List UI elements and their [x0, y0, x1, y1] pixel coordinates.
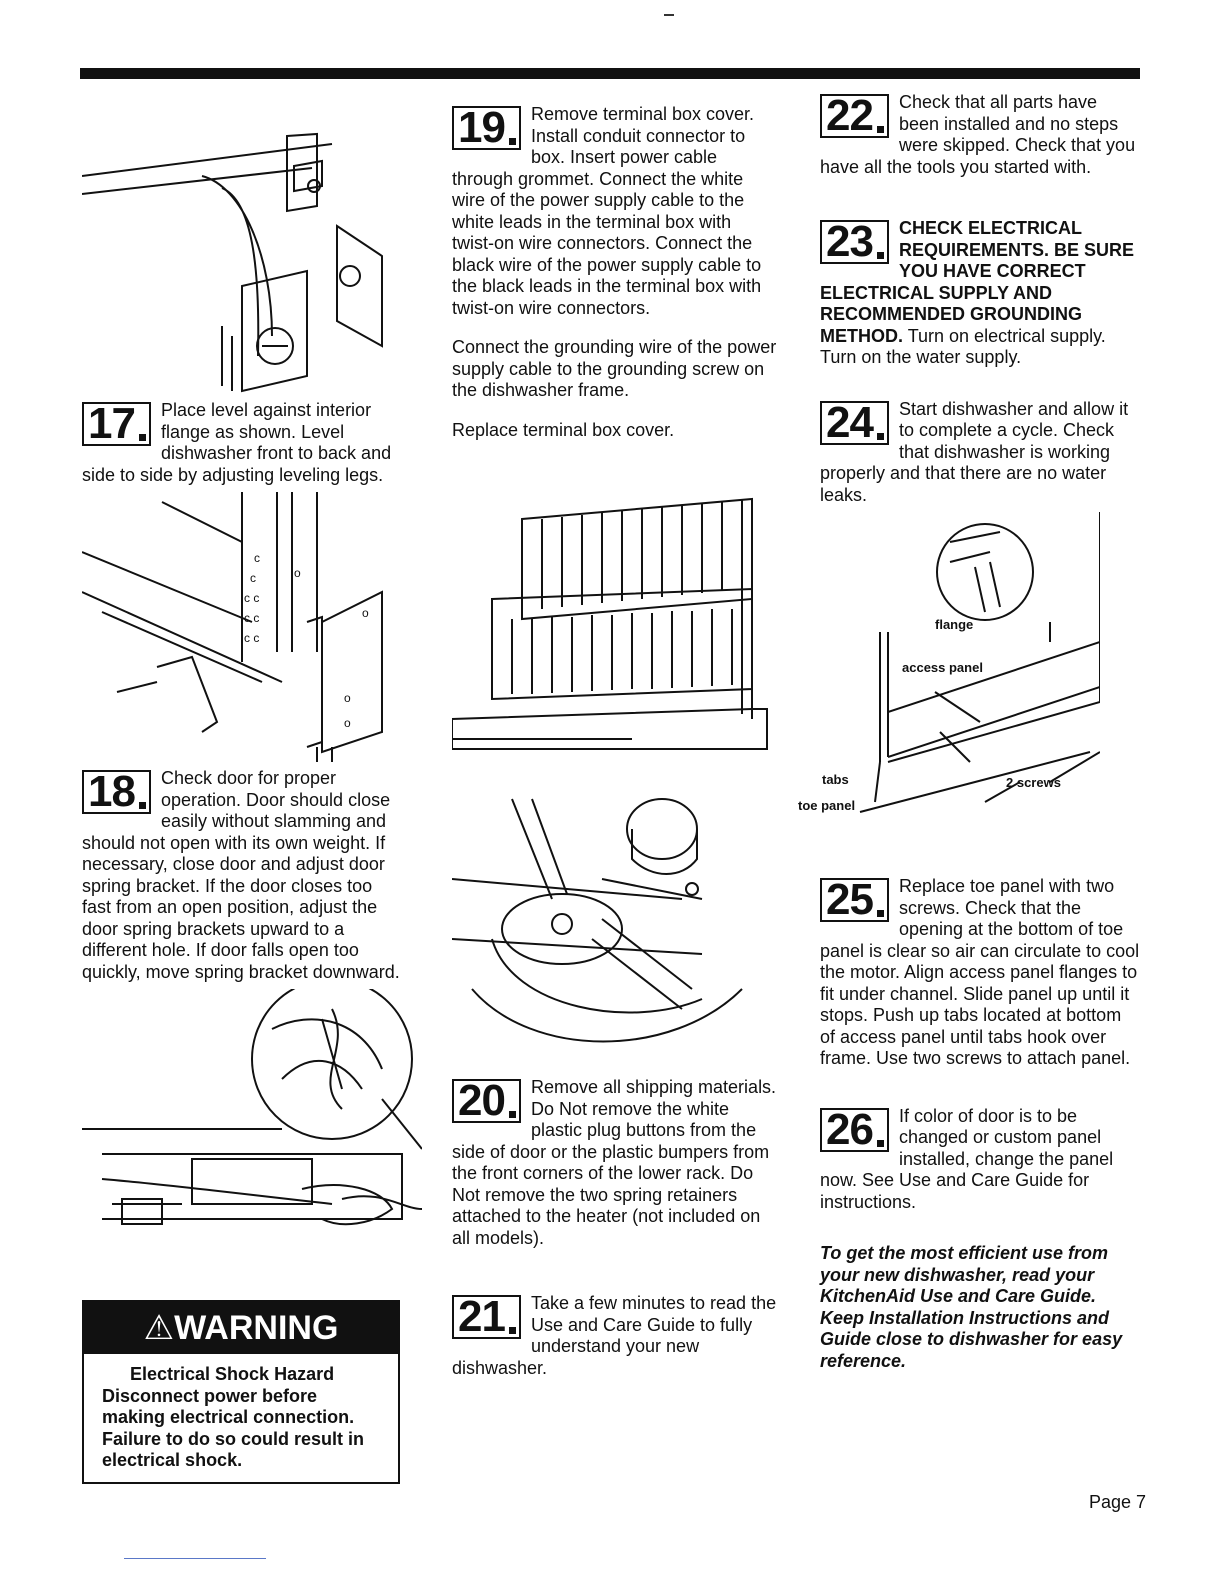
svg-text:o: o	[362, 606, 369, 620]
step-24-text: Start dishwasher and allow it to complete a cycle. Check that dishwasher is working properly and that there are no water leaks.	[820, 398, 1129, 505]
warning-box	[82, 1300, 400, 1484]
step-26	[820, 1106, 1140, 1214]
step-19-text: Remove terminal box cover. Install conduit connector to box. Insert power cable through grommet. Connect the white wire of the power supply cable to the white leads in the terminal box with twist-on wire connectors. Connect the black wire of the power supply cable to the black leads in the terminal box with twist-on wire connectors.	[452, 104, 762, 318]
step-number-25: 25	[820, 878, 889, 922]
top-rule	[80, 68, 1140, 79]
label-toe-panel: toe panel	[798, 798, 856, 813]
stray-underline	[124, 1558, 266, 1559]
label-tabs: tabs	[822, 772, 849, 787]
stray-mark	[664, 14, 674, 16]
warning-body	[84, 1354, 398, 1472]
step-18-text: Check door for proper operation. Door should close easily without slamming and should not open with its own weight. If necessary, close door and adjust door spring bracket. If the door closes too fast from an open position, adjust the door spring brackets upward to a different hole. If door falls open too quickly, move spring bracket downward.	[82, 768, 400, 982]
warning-triangle-icon: ⚠	[143, 1309, 175, 1347]
step-number-24: 24	[820, 401, 889, 445]
step-19	[452, 104, 777, 441]
label-2-screws: 2 screws	[1006, 775, 1061, 790]
step-number-18: 18	[82, 770, 151, 814]
step-22-text: Check that all parts have been installed and no steps were skipped. Check that you have all the tools you started with.	[820, 92, 1136, 177]
spray-arm-figure	[452, 789, 777, 1059]
step-19-replace: Replace terminal box cover.	[452, 419, 675, 440]
step-17-text: Level dishwasher front to back and side to side by adjusting leveling legs.	[82, 421, 392, 485]
step-21-text: Take a few minutes to read the Use and Care Guide to fully understand your new dishwasher.	[452, 1293, 777, 1378]
svg-text:c c: c c	[244, 611, 260, 625]
leveling-leg-figure	[82, 492, 402, 762]
door-spring-figure	[82, 989, 422, 1239]
column-right	[798, 91, 1140, 1372]
svg-text:o: o	[344, 691, 351, 705]
step-number-20: 20	[452, 1079, 521, 1123]
step-23-text: Turn on electrical supply. Turn on the water supply.	[820, 325, 1106, 367]
step-25-text: Replace toe panel with two screws. Check that the opening at the bottom of toe panel is clear so air can circulate to cool the motor. Align access panel flanges to fit under channel. Slide panel up until it stops. Push up tabs located at bottom of access panel until tabs hook over frame. Use two screws to attach panel.	[820, 876, 1140, 1068]
step-25	[820, 876, 1140, 1070]
warning-heading: ⚠WARNING	[84, 1302, 398, 1354]
step-23	[820, 218, 1140, 369]
svg-text:o: o	[294, 566, 301, 580]
step-17-lead: Place level against interior flange as shown.	[160, 400, 372, 442]
warning-text: Disconnect power before making electrical connection. Failure to do so could result in electrical shock.	[102, 1385, 365, 1470]
label-access-panel: access panel	[902, 660, 983, 675]
step-26-text: If color of door is to be changed or custom panel installed, change the panel now. See Use and Care Guide for instructions.	[820, 1105, 1114, 1212]
step-24	[820, 399, 1140, 507]
svg-text:o: o	[344, 716, 351, 730]
step-number-22: 22	[820, 94, 889, 138]
step-21	[452, 1293, 777, 1379]
step-number-26: 26	[820, 1108, 889, 1152]
step-20-text: Remove all shipping materials. Do Not remove the white plastic plug buttons from the side of door or the plastic bumpers from the front corners of the lower rack. Do Not remove the two spring retainers attached to the heater (not included on all models).	[452, 1077, 777, 1248]
access-panel-figure	[760, 512, 1100, 862]
step-number-23: 23	[820, 220, 889, 264]
svg-text:c: c	[250, 571, 256, 585]
leveling-figure-upper	[82, 106, 402, 394]
label-flange: flange	[935, 617, 974, 632]
svg-text:c c: c c	[244, 591, 260, 605]
warning-title: Electrical Shock Hazard	[130, 1364, 335, 1384]
column-left	[82, 100, 402, 1245]
step-20	[452, 1077, 777, 1249]
svg-text:c c: c c	[244, 631, 260, 645]
step-22	[820, 92, 1140, 178]
step-17	[82, 400, 402, 486]
svg-text:c: c	[254, 551, 260, 565]
step-number-17: 17	[82, 402, 151, 446]
closing-note: To get the most efficient use from your new dishwasher, read your KitchenAid Use and Care Guide. Keep Installation Instructions and Guide close to dishwasher for easy reference.	[820, 1243, 1123, 1371]
page-number: Page 7	[1088, 1492, 1146, 1512]
step-23-requirements: CHECK ELECTRICAL REQUIREMENTS. BE SURE YOU HAVE CORRECT ELECTRICAL SUPPLY AND RECOMMENDED GROUNDING METHOD.	[820, 218, 1134, 346]
step-19-grounding: Connect the grounding wire of the power supply cable to the grounding screw on the dishwasher frame.	[452, 337, 777, 400]
step-number-21: 21	[452, 1295, 521, 1339]
step-18	[82, 768, 402, 983]
column-middle	[452, 104, 777, 1379]
dishwasher-racks-figure	[452, 479, 777, 769]
step-number-19: 19	[452, 106, 521, 150]
